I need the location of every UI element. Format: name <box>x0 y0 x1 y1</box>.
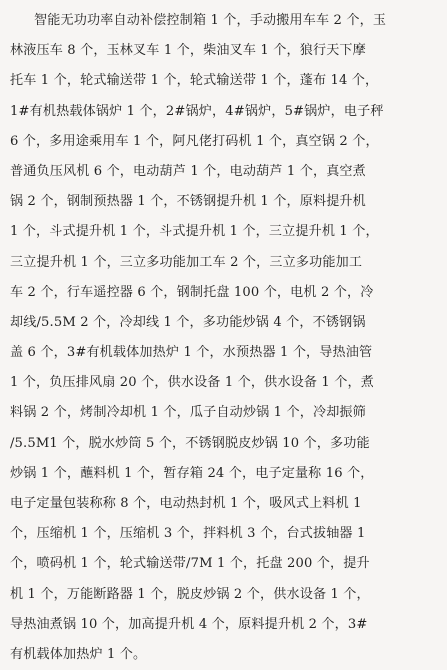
text-line-21: 导热油煮锅 10 个，加高提升机 4 个，原料提升机 2 个，3# <box>10 616 368 632</box>
text-line-6: 普通负压风机 6 个，电动葫芦 1 个，电动葫芦 1 个，真空煮 <box>10 163 366 179</box>
text-line-15: /5.5M1 个，脱水炒筒 5 个，不锈钢脱皮炒锅 10 个，多功能 <box>10 435 370 451</box>
text-line-7: 锅 2 个，钢制预热器 1 个，不锈钢提升机 1 个，原料提升机 <box>10 194 366 210</box>
text-line-9: 三立提升机 1 个，三立多功能加工车 2 个，三立多功能加工 <box>10 254 363 270</box>
text-line-11: 却线/5.5M 2 个，冷却线 1 个，多功能炒锅 4 个，不锈钢锅 <box>10 314 366 330</box>
text-line-4: 1#有机热载体锅炉 1 个，2#锅炉，4#锅炉，5#锅炉，电子秤 <box>10 103 384 119</box>
text-line-1: 智能无功功率自动补偿控制箱 1 个，手动搬用车车 2 个，玉 <box>34 13 387 28</box>
text-line-12: 盖 6 个，3#有机载体加热炉 1 个，水预热器 1 个，导热油管 <box>10 345 373 361</box>
text-line-19: 个，喷码机 1 个，轮式输送带/7M 1 个，托盘 200 个，提升 <box>10 556 370 572</box>
text-line-16: 炒锅 1 个，蘸料机 1 个，暂存箱 24 个，电子定量称 16 个， <box>10 465 374 481</box>
text-line-18: 个，压缩机 1 个，压缩机 3 个，拌料机 3 个，台式拔轴器 1 <box>10 526 366 542</box>
text-line-8: 1 个，斗式提升机 1 个，斗式提升机 1 个，三立提升机 1 个， <box>10 224 379 240</box>
text-line-2: 林液压车 8 个，玉林叉车 1 个，柴油叉车 1 个，狼行天下摩 <box>10 43 366 59</box>
text-line-14: 料锅 2 个，烤制冷却机 1 个，瓜子自动炒锅 1 个，冷却振筛 <box>10 405 366 421</box>
text-line-3: 托车 1 个，轮式输送带 1 个，轮式输送带 1 个，蓬布 14 个， <box>10 73 379 89</box>
text-line-5: 6 个，多用途乘用车 1 个，阿凡佬打码机 1 个，真空锅 2 个， <box>10 133 379 149</box>
text-line-17: 电子定量包装称称 8 个，电动热封机 1 个，吸风式上料机 1 <box>10 496 362 511</box>
text-line-13: 1 个，负压排风扇 20 个，供水设备 1 个，供水设备 1 个，煮 <box>10 375 374 391</box>
text-line-20: 机 1 个，万能断路器 1 个，脱皮炒锅 2 个，供水设备 1 个， <box>10 586 370 602</box>
text-line-10: 车 2 个，行车遥控器 6 个，钢制托盘 100 个，电机 2 个，冷 <box>10 284 374 300</box>
text-line-22: 有机载体加热炉 1 个。 <box>10 646 147 662</box>
